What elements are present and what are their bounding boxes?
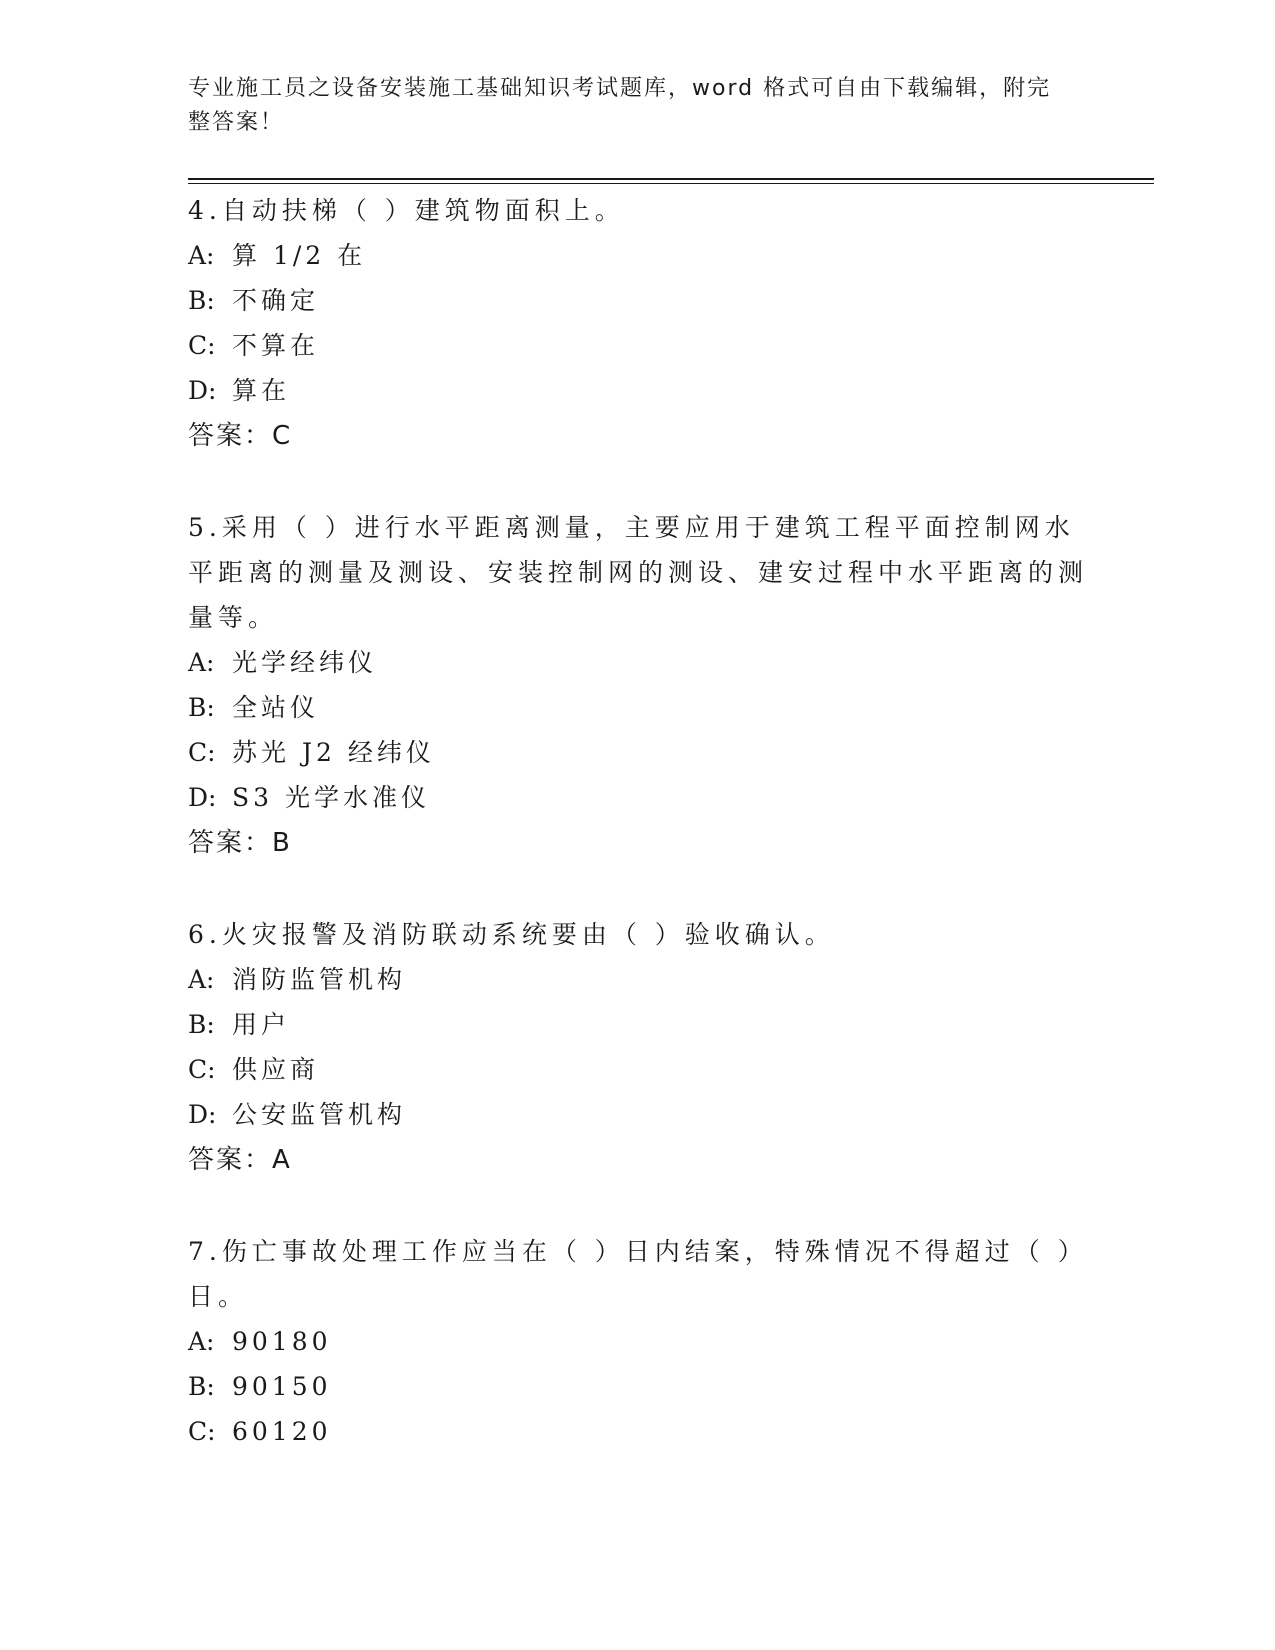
- document-intro: [188, 72, 1068, 140]
- option-b: [188, 278, 1088, 323]
- question-list: [188, 188, 1088, 1500]
- option-d: [188, 368, 1088, 413]
- option-text: 用户: [232, 1010, 291, 1039]
- option-text: 全站仪: [232, 693, 320, 722]
- option-d: [188, 775, 1088, 820]
- option-c: [188, 1047, 1088, 1092]
- option-label: A:: [188, 241, 215, 270]
- option-c: [188, 323, 1088, 368]
- answer-line: 答案：A: [188, 1145, 292, 1175]
- option-label: D:: [188, 783, 217, 812]
- question-4: [188, 188, 1088, 459]
- option-label: A:: [188, 1327, 215, 1356]
- question-7: [188, 1229, 1088, 1454]
- option-label: C:: [188, 331, 216, 360]
- option-label: B:: [188, 693, 215, 722]
- option-text: 90150: [232, 1372, 332, 1401]
- option-label: C:: [188, 1055, 216, 1084]
- option-text: 算在: [232, 376, 291, 405]
- option-text: S3 光学水准仪: [232, 783, 430, 812]
- option-text: 公安监管机构: [232, 1100, 407, 1129]
- option-text: 60120: [232, 1417, 332, 1446]
- option-b: [188, 1364, 1088, 1409]
- option-text: 苏光 J2 经纬仪: [232, 738, 435, 767]
- option-c: [188, 1409, 1088, 1454]
- option-label: B:: [188, 1010, 215, 1039]
- option-text: 光学经纬仪: [232, 648, 378, 677]
- option-label: A:: [188, 648, 215, 677]
- question-stem: 7.伤亡事故处理工作应当在（ ）日内结案，特殊情况不得超过（ ）日。: [188, 1237, 1088, 1311]
- option-text: 不确定: [232, 286, 320, 315]
- option-label: B:: [188, 286, 215, 315]
- intro-line-1: 专业施工员之设备安装施工基础知识考试题库，word 格式可自由下载编辑，附完: [188, 76, 1052, 101]
- answer-line: 答案：B: [188, 828, 292, 858]
- option-label: C:: [188, 738, 216, 767]
- option-a: [188, 1319, 1088, 1364]
- option-label: B:: [188, 1372, 215, 1401]
- option-label: C:: [188, 1417, 216, 1446]
- question-stem: 5.采用（ ）进行水平距离测量，主要应用于建筑工程平面控制网水平距离的测量及测设、安装控制网的测设、建安过程中水平距离的测量等。: [188, 513, 1089, 632]
- question-stem: 6.火灾报警及消防联动系统要由（ ）验收确认。: [188, 920, 835, 949]
- option-text: 供应商: [232, 1055, 320, 1084]
- header-divider-thick: [188, 178, 1154, 180]
- header-divider-thin: [188, 183, 1154, 184]
- intro-line-2: 整答案！: [188, 110, 285, 135]
- question-stem: 4.自动扶梯（ ）建筑物面积上。: [188, 196, 625, 225]
- option-d: [188, 1092, 1088, 1137]
- option-label: A:: [188, 965, 215, 994]
- answer-line: 答案：C: [188, 421, 293, 451]
- option-text: 90180: [232, 1327, 332, 1356]
- option-a: [188, 640, 1088, 685]
- question-6: [188, 912, 1088, 1183]
- option-label: D:: [188, 376, 217, 405]
- option-text: 不算在: [232, 331, 320, 360]
- option-c: [188, 730, 1088, 775]
- option-label: D:: [188, 1100, 217, 1129]
- question-5: [188, 505, 1088, 866]
- option-text: 消防监管机构: [232, 965, 407, 994]
- option-a: [188, 957, 1088, 1002]
- option-a: [188, 233, 1088, 278]
- option-b: [188, 1002, 1088, 1047]
- option-b: [188, 685, 1088, 730]
- option-text: 算 1/2 在: [232, 241, 367, 270]
